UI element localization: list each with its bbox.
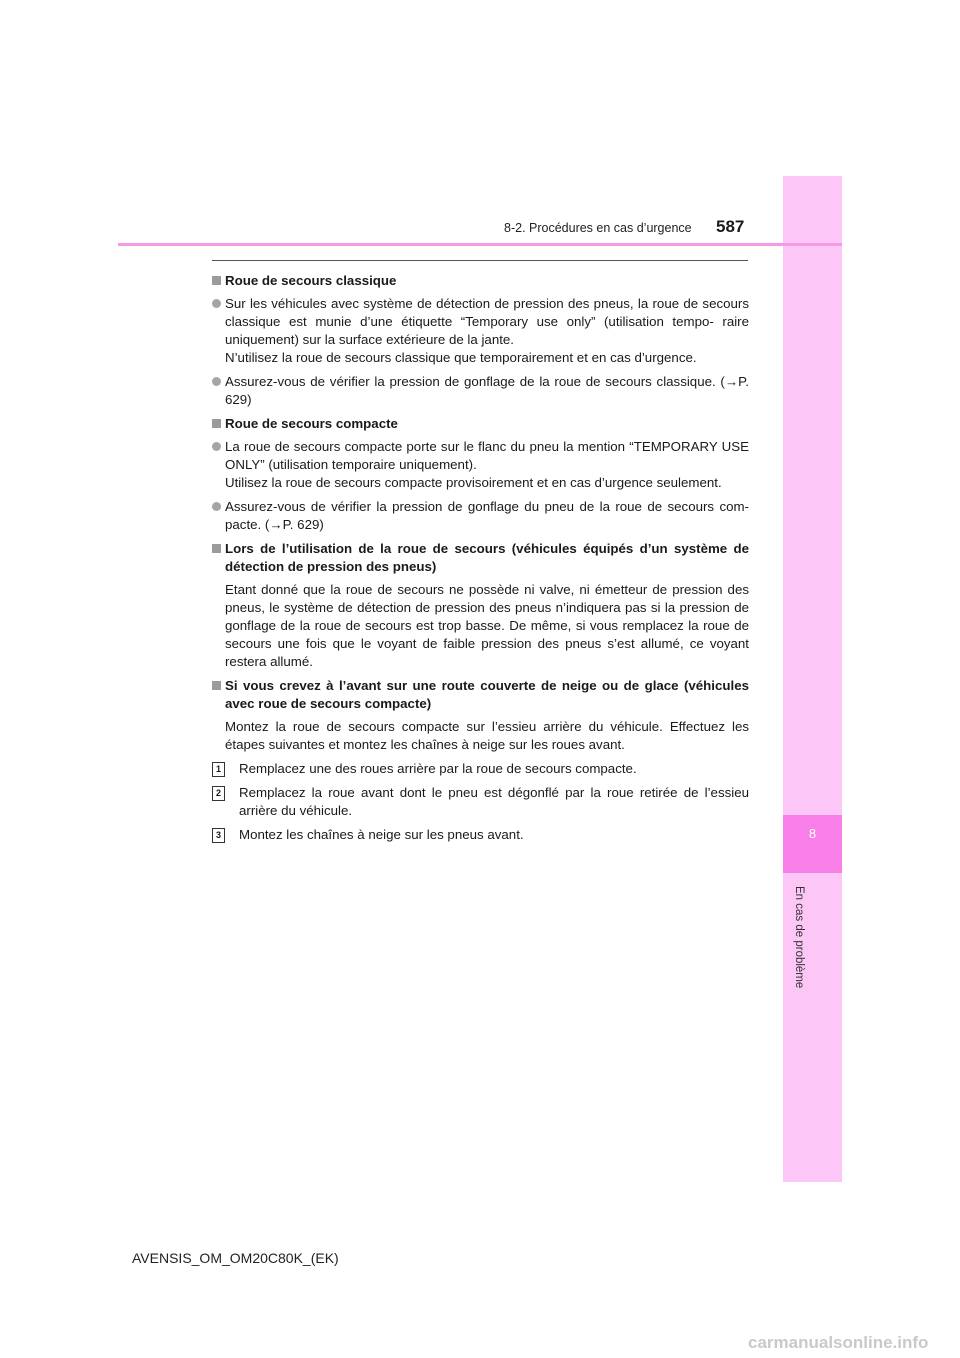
list-item: La roue de secours compacte porte sur le flanc du pneu la mention “TEMPORARY USE ONLY” (utilisation temporaire uniquement). Utilisez la roue de secours compacte provisoirement et en cas d’urgence seulement. (212, 438, 749, 492)
list-item: Sur les véhicules avec système de détection de pression des pneus, la roue de secours classique est munie d’une étiquette “Temporary use only” (utilisation tempo- raire uniquement) sur la surface extérieure de la jante. N’utilisez la roue de secours classique que temporairement et en cas d’urgence. (212, 295, 749, 367)
step-number-box: 3 (212, 828, 225, 843)
step-number-box: 1 (212, 762, 225, 777)
content-divider (212, 260, 748, 261)
chapter-side-tab (783, 176, 842, 1182)
circle-bullet-icon (212, 502, 221, 511)
square-bullet-icon (212, 419, 221, 428)
paragraph: Etant donné que la roue de secours ne possède ni valve, ni émetteur de pression des pneus, le système de détection de pression des pneus n’indiquera pas si la pression de gonflage de la roue de secours est trop basse. De même, si vous remplacez la roue de secours une fois que le voyant de faible pression des pneus s’est allumé, ce voyant restera allumé. (225, 582, 749, 669)
heading-roue-classique: Roue de secours classique (212, 272, 749, 290)
section-title: 8-2. Procédures en cas d’urgence (504, 221, 692, 235)
square-bullet-icon (212, 681, 221, 690)
list-item: Assurez-vous de vérifier la pression de gonflage de la roue de secours classique. (→P. 629) (212, 373, 749, 409)
circle-bullet-icon (212, 377, 221, 386)
circle-bullet-icon (212, 442, 221, 451)
header-divider (118, 243, 842, 246)
watermark: carmanualsonline.info (748, 1333, 929, 1352)
step-number-box: 2 (212, 786, 225, 801)
document-code: AVENSIS_OM_OM20C80K_(EK) (132, 1250, 339, 1266)
paragraph: Montez la roue de secours compacte sur l’essieu arrière du véhicule. Effectuez les étapes suivantes et montez les chaînes à neige sur les roues avant. (225, 719, 749, 752)
chapter-label: En cas de problème (793, 886, 805, 989)
heading-roue-compacte: Roue de secours compacte (212, 415, 749, 433)
step-item: 2 Remplacez la roue avant dont le pneu est dégonflé par la roue retirée de l’essieu arrière du véhicule. (212, 784, 749, 820)
chapter-number: 8 (808, 826, 817, 841)
circle-bullet-icon (212, 299, 221, 308)
heading-utilisation-roue-secours: Lors de l’utilisation de la roue de secours (véhicules équipés d’un système de détection de pression des pneus) (212, 540, 749, 576)
list-item: Assurez-vous de vérifier la pression de gonflage du pneu de la roue de secours com- pacte. (→P. 629) (212, 498, 749, 534)
page-content (212, 268, 749, 850)
square-bullet-icon (212, 544, 221, 553)
step-item: 3 Montez les chaînes à neige sur les pneus avant. (212, 826, 749, 844)
step-item: 1 Remplacez une des roues arrière par la roue de secours compacte. (212, 760, 749, 778)
heading-crevaison-neige: Si vous crevez à l’avant sur une route couverte de neige ou de glace (véhicules avec roue de secours compacte) (212, 677, 749, 713)
page-number: 587 (716, 217, 745, 236)
chapter-active-marker (783, 815, 842, 873)
square-bullet-icon (212, 276, 221, 285)
